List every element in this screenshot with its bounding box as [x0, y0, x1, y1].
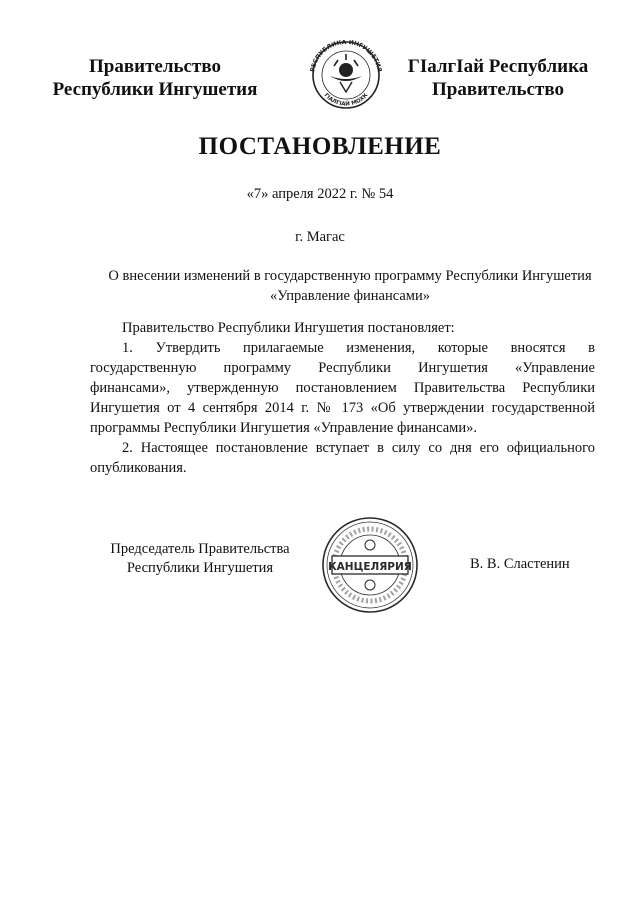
paragraph-1-line2: государственную программу Республики Ингушетия «Управление [90, 360, 595, 376]
header-left-block [40, 55, 270, 101]
document-city: г. Магас [295, 229, 345, 245]
paragraph-1-line1: 1. Утвердить прилагаемые изменения, которые вносятся в [122, 340, 595, 356]
paragraph-1-line3: финансами», утвержденную постановлением Правительства Республики [90, 380, 595, 396]
republic-emblem-icon [300, 40, 392, 110]
paragraph-2-line1: 2. Настоящее постановление вступает в силу со дня его официального [122, 440, 595, 456]
signatory-position [100, 540, 300, 578]
signatory-position-line2: Республики Ингушетия [126, 560, 274, 576]
header-left-line1: Правительство [89, 56, 221, 77]
emblem-text-bottom: ГIАЛГIАЙ МОХК [322, 92, 370, 108]
paragraph-1-line4: Ингушетия от 4 сентября 2014 г. № 173 «Об утверждении государственной [90, 400, 595, 416]
body-intro: Правительство Республики Ингушетия постановляет: [122, 320, 455, 336]
document-title: ПОСТАНОВЛЕНИЕ [198, 133, 442, 160]
paragraph-2-line2: опубликования. [90, 460, 187, 476]
document-date: «7» апреля 2022 г. № 54 [246, 186, 394, 202]
signatory-position-line1: Председатель Правительства [110, 541, 290, 557]
paragraph-2 [90, 438, 595, 478]
header-right-block [398, 55, 598, 101]
header-left-line2: Республики Ингушетия [52, 79, 258, 100]
office-stamp-icon [318, 515, 422, 615]
header-right-line2: Правительство [432, 79, 564, 100]
paragraph-1-line5: программы Республики Ингушетия «Управление финансами». [90, 420, 477, 436]
stamp-label: КАНЦЕЛЯРИЯ [328, 561, 412, 573]
signatory-name: В. В. Сластенин [470, 556, 570, 572]
emblem-text-top: РЕСПУБЛИКА ИНГУШЕТИЯ [309, 40, 383, 73]
subject-line1: О внесении изменений в государственную программу Республики Ингушетия [108, 268, 592, 284]
header-right-line1: ГIалгIай Республика [407, 56, 589, 77]
document-subject [85, 266, 615, 306]
paragraph-1 [90, 338, 595, 438]
subject-line2: «Управление финансами» [270, 288, 430, 304]
document-body [90, 318, 595, 478]
svg-text:ГIАЛГIАЙ МОХК [323, 92, 370, 108]
